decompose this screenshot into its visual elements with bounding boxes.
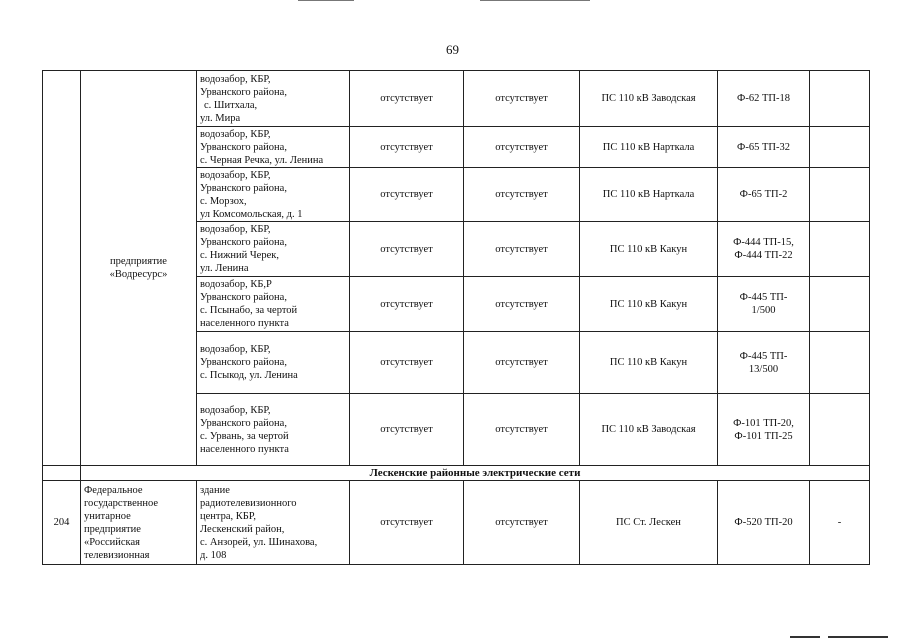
feeder-line: Ф-445 ТП- bbox=[739, 292, 788, 303]
address-line: с. Нижний Черек, bbox=[200, 250, 279, 261]
organization-line: предприятие bbox=[84, 523, 141, 535]
address-line: Урванского района, bbox=[200, 417, 287, 429]
section-title: Лескенские районные электрические сети bbox=[81, 466, 870, 481]
address-line: водозабор, КБР, bbox=[200, 73, 271, 85]
feeder-cell bbox=[718, 168, 810, 222]
status-cell: отсутствует bbox=[464, 168, 580, 222]
bottom-rule-left bbox=[790, 636, 820, 638]
address-cell bbox=[197, 332, 350, 394]
address-line: ул. Ленина bbox=[200, 263, 249, 274]
organization-line: предприятие bbox=[110, 256, 167, 267]
address-line: водозабор, КБР, bbox=[200, 224, 271, 235]
status-cell: отсутствует bbox=[350, 71, 464, 127]
address-line: Урванского района, bbox=[200, 292, 287, 303]
last-cell bbox=[810, 71, 870, 127]
feeder-line: Ф-101 ТП-20, bbox=[733, 417, 794, 429]
address-line: населенного пункта bbox=[200, 318, 289, 329]
status-cell: отсутствует bbox=[464, 481, 580, 565]
top-rule-left bbox=[298, 0, 354, 1]
feeder-line: Ф-65 ТП-32 bbox=[737, 141, 790, 153]
feeder-cell bbox=[718, 394, 810, 466]
substation-cell: ПС 110 кВ Заводская bbox=[580, 394, 718, 466]
address-cell bbox=[197, 277, 350, 332]
address-line: населенного пункта bbox=[200, 443, 289, 455]
address-line: ул. Мира bbox=[200, 112, 241, 124]
substation-cell: ПС 110 кВ Какун bbox=[580, 222, 718, 277]
status-cell: отсутствует bbox=[350, 394, 464, 466]
table-row bbox=[43, 71, 870, 127]
section-number-cell bbox=[43, 466, 81, 481]
status-cell: отсутствует bbox=[350, 127, 464, 168]
last-cell bbox=[810, 394, 870, 466]
address-line: водозабор, КБР, bbox=[200, 404, 271, 416]
row-number: 204 bbox=[43, 481, 81, 565]
number-cell bbox=[43, 71, 81, 466]
address-line: Лескенский район, bbox=[200, 523, 285, 535]
substation-cell: ПС Ст. Лескен bbox=[580, 481, 718, 565]
address-line: с. Урвань, за чертой bbox=[200, 430, 289, 442]
bottom-rule-right bbox=[828, 636, 888, 638]
address-line: с. Черная Речка, ул. Ленина bbox=[200, 154, 324, 166]
last-cell bbox=[810, 277, 870, 332]
substation-cell: ПС 110 кВ Заводская bbox=[580, 71, 718, 127]
address-line: с. Анзорей, ул. Шинахова, bbox=[200, 536, 318, 548]
feeder-line: Ф-520 ТП-20 bbox=[734, 517, 793, 528]
address-line: радиотелевизионного bbox=[200, 497, 297, 509]
feeder-cell bbox=[718, 127, 810, 168]
address-line: Урванского района, bbox=[200, 357, 287, 368]
last-cell bbox=[810, 222, 870, 277]
feeder-line: Ф-444 ТП-15, bbox=[733, 237, 794, 248]
feeder-cell bbox=[718, 277, 810, 332]
feeder-line: 1/500 bbox=[751, 305, 776, 316]
status-cell: отсутствует bbox=[350, 481, 464, 565]
organization-cell bbox=[81, 481, 197, 565]
address-line: Урванского района, bbox=[200, 141, 287, 153]
last-cell bbox=[810, 127, 870, 168]
address-line: водозабор, КБР, bbox=[200, 128, 271, 140]
address-cell bbox=[197, 481, 350, 565]
address-line: водозабор, КБ,Р bbox=[200, 279, 272, 290]
substation-cell: ПС 110 кВ Какун bbox=[580, 277, 718, 332]
organization-line: Федеральное bbox=[84, 484, 143, 496]
address-line: с. Псыкод, ул. Ленина bbox=[200, 370, 298, 381]
organization-line: «Водресурс» bbox=[109, 269, 168, 280]
organization-line: телевизионная bbox=[84, 549, 150, 561]
status-cell: отсутствует bbox=[464, 332, 580, 394]
status-cell: отсутствует bbox=[464, 222, 580, 277]
last-cell bbox=[810, 332, 870, 394]
status-cell: отсутствует bbox=[464, 127, 580, 168]
organization-line: «Российская bbox=[84, 536, 140, 548]
last-cell: - bbox=[810, 481, 870, 565]
address-cell bbox=[197, 127, 350, 168]
address-cell bbox=[197, 394, 350, 466]
address-line: здание bbox=[200, 484, 230, 496]
document-table bbox=[42, 70, 870, 565]
substation-cell: ПС 110 кВ Нарткала bbox=[580, 168, 718, 222]
organization-cell bbox=[81, 71, 197, 466]
status-cell: отсутствует bbox=[350, 222, 464, 277]
address-line: с. Морзох, bbox=[200, 195, 247, 207]
substation-cell: ПС 110 кВ Какун bbox=[580, 332, 718, 394]
address-line: центра, КБР, bbox=[200, 510, 256, 522]
address-line: с. Шитхала, bbox=[204, 99, 258, 111]
address-line: Урванского района, bbox=[200, 86, 287, 98]
address-line: Урванского района, bbox=[200, 237, 287, 248]
status-cell: отсутствует bbox=[464, 71, 580, 127]
status-cell: отсутствует bbox=[350, 168, 464, 222]
feeder-line: Ф-445 ТП- bbox=[739, 350, 788, 362]
address-line: водозабор, КБР, bbox=[200, 344, 271, 355]
table-row bbox=[43, 481, 870, 565]
feeder-line: Ф-62 ТП-18 bbox=[737, 93, 790, 104]
status-cell: отсутствует bbox=[464, 277, 580, 332]
page-number: 69 bbox=[446, 42, 459, 57]
status-cell: отсутствует bbox=[350, 332, 464, 394]
address-line: д. 108 bbox=[200, 549, 227, 561]
address-cell bbox=[197, 168, 350, 222]
feeder-line: Ф-101 ТП-25 bbox=[734, 430, 793, 442]
address-line: Урванского района, bbox=[200, 182, 287, 194]
feeder-cell bbox=[718, 332, 810, 394]
top-rule-right bbox=[480, 0, 590, 1]
feeder-cell bbox=[718, 222, 810, 277]
feeder-line: Ф-65 ТП-2 bbox=[739, 189, 788, 200]
feeder-cell bbox=[718, 71, 810, 127]
address-cell bbox=[197, 222, 350, 277]
status-cell: отсутствует bbox=[350, 277, 464, 332]
address-line: ул Комсомольская, д. 1 bbox=[200, 208, 303, 220]
feeder-cell bbox=[718, 481, 810, 565]
section-row bbox=[43, 466, 870, 481]
feeder-line: Ф-444 ТП-22 bbox=[734, 250, 793, 261]
status-cell: отсутствует bbox=[464, 394, 580, 466]
last-cell bbox=[810, 168, 870, 222]
address-cell bbox=[197, 71, 350, 127]
substation-cell: ПС 110 кВ Нарткала bbox=[580, 127, 718, 168]
feeder-line: 13/500 bbox=[748, 363, 779, 375]
organization-line: унитарное bbox=[84, 510, 131, 522]
address-line: водозабор, КБР, bbox=[200, 169, 271, 181]
organization-line: государственное bbox=[84, 497, 159, 509]
address-line: с. Псынабо, за чертой bbox=[200, 305, 298, 316]
